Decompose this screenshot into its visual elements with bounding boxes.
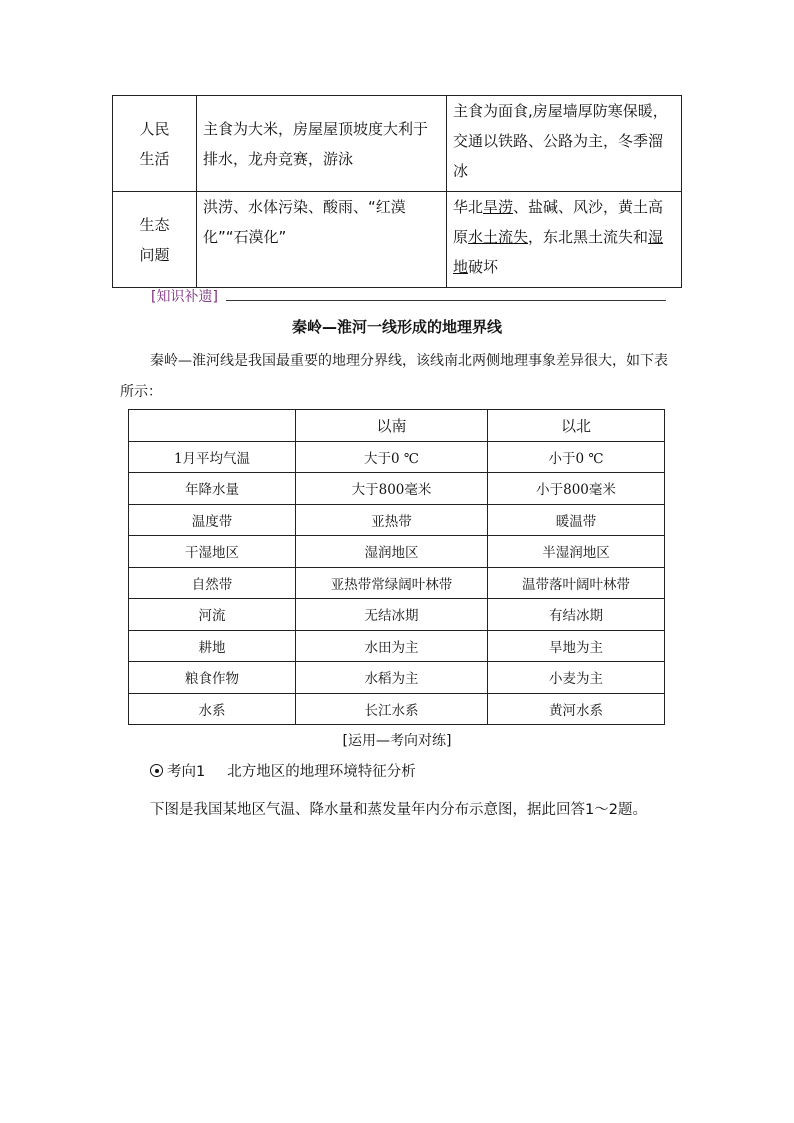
table-cell: 亚热带 [296, 504, 488, 536]
row-label: 河流 [129, 599, 296, 631]
table-row [129, 630, 665, 662]
table-cell: 旱地为主 [488, 630, 665, 662]
table-cell: 水稻为主 [296, 662, 488, 694]
north-cell: 华北旱涝、盐碱、风沙，黄土高原水土流失，东北黑土流失和湿地破坏 [447, 192, 682, 288]
divider [226, 300, 666, 301]
table-cell: 水田为主 [296, 630, 488, 662]
intro-paragraph: 秦岭—淮河线是我国最重要的地理分界线，该线南北两侧地理事象差异很大，如下表所示： [120, 353, 668, 400]
table-cell: 黄河水系 [488, 693, 665, 725]
row-label: 粮食作物 [129, 662, 296, 694]
table-row [129, 693, 665, 725]
row-category: 生态 问题 [113, 192, 197, 288]
table-header-row [129, 410, 665, 442]
knowledge-supplement-tag: [知识补遗] [151, 289, 218, 305]
table-cell: 无结冰期 [296, 599, 488, 631]
question-paragraph: 下图是我国某地区气温、降水量和蒸发量年内分布示意图，据此回答1～2题。 [150, 802, 647, 818]
practice-tag: [运用—考向对练] [342, 733, 452, 749]
south-cell: 洪涝、水体污染、酸雨、“红漠化”“石漠化” [197, 192, 447, 288]
row-label: 耕地 [129, 630, 296, 662]
south-cell: 主食为大米，房屋屋顶坡度大利于排水，龙舟竞赛，游泳 [197, 96, 447, 192]
direction-title: 北方地区的地理环境特征分析 [227, 764, 416, 780]
row-label: 年降水量 [129, 473, 296, 505]
row-label: 水系 [129, 693, 296, 725]
table-row [129, 536, 665, 568]
table-row [113, 96, 682, 192]
row-category: 人民 生活 [113, 96, 197, 192]
qinling-huaihe-table [128, 409, 665, 725]
table-cell: 小麦为主 [488, 662, 665, 694]
table-cell: 小于800毫米 [488, 473, 665, 505]
row-label: 温度带 [129, 504, 296, 536]
table-row [129, 567, 665, 599]
north-cell: 主食为面食,房屋墙厚防寒保暖，交通以铁路、公路为主，冬季溜冰 [447, 96, 682, 192]
comparison-table [112, 95, 682, 288]
table-row [129, 473, 665, 505]
table-cell: 小于0 ℃ [488, 441, 665, 473]
table-cell: 大于800毫米 [296, 473, 488, 505]
direction-number: 考向1 [167, 764, 206, 780]
row-label: 自然带 [129, 567, 296, 599]
table-row [129, 662, 665, 694]
table-row [129, 599, 665, 631]
table-row [129, 504, 665, 536]
table-cell: 湿润地区 [296, 536, 488, 568]
table-cell: 有结冰期 [488, 599, 665, 631]
table-cell: 大于0 ℃ [296, 441, 488, 473]
row-label: 1月平均气温 [129, 441, 296, 473]
table-row [113, 192, 682, 288]
column-header: 以南 [296, 410, 488, 442]
column-header: 以北 [488, 410, 665, 442]
table-cell: 温带落叶阔叶林带 [488, 567, 665, 599]
table-cell: 半湿润地区 [488, 536, 665, 568]
table-cell: 暖温带 [488, 504, 665, 536]
exam-direction [150, 760, 416, 781]
section-title: 秦岭—淮河一线形成的地理界线 [291, 318, 502, 336]
table-cell: 亚热带常绿阔叶林带 [296, 567, 488, 599]
row-label: 干湿地区 [129, 536, 296, 568]
target-icon [150, 764, 163, 777]
table-cell: 长江水系 [296, 693, 488, 725]
table-row [129, 441, 665, 473]
column-header [129, 410, 296, 442]
